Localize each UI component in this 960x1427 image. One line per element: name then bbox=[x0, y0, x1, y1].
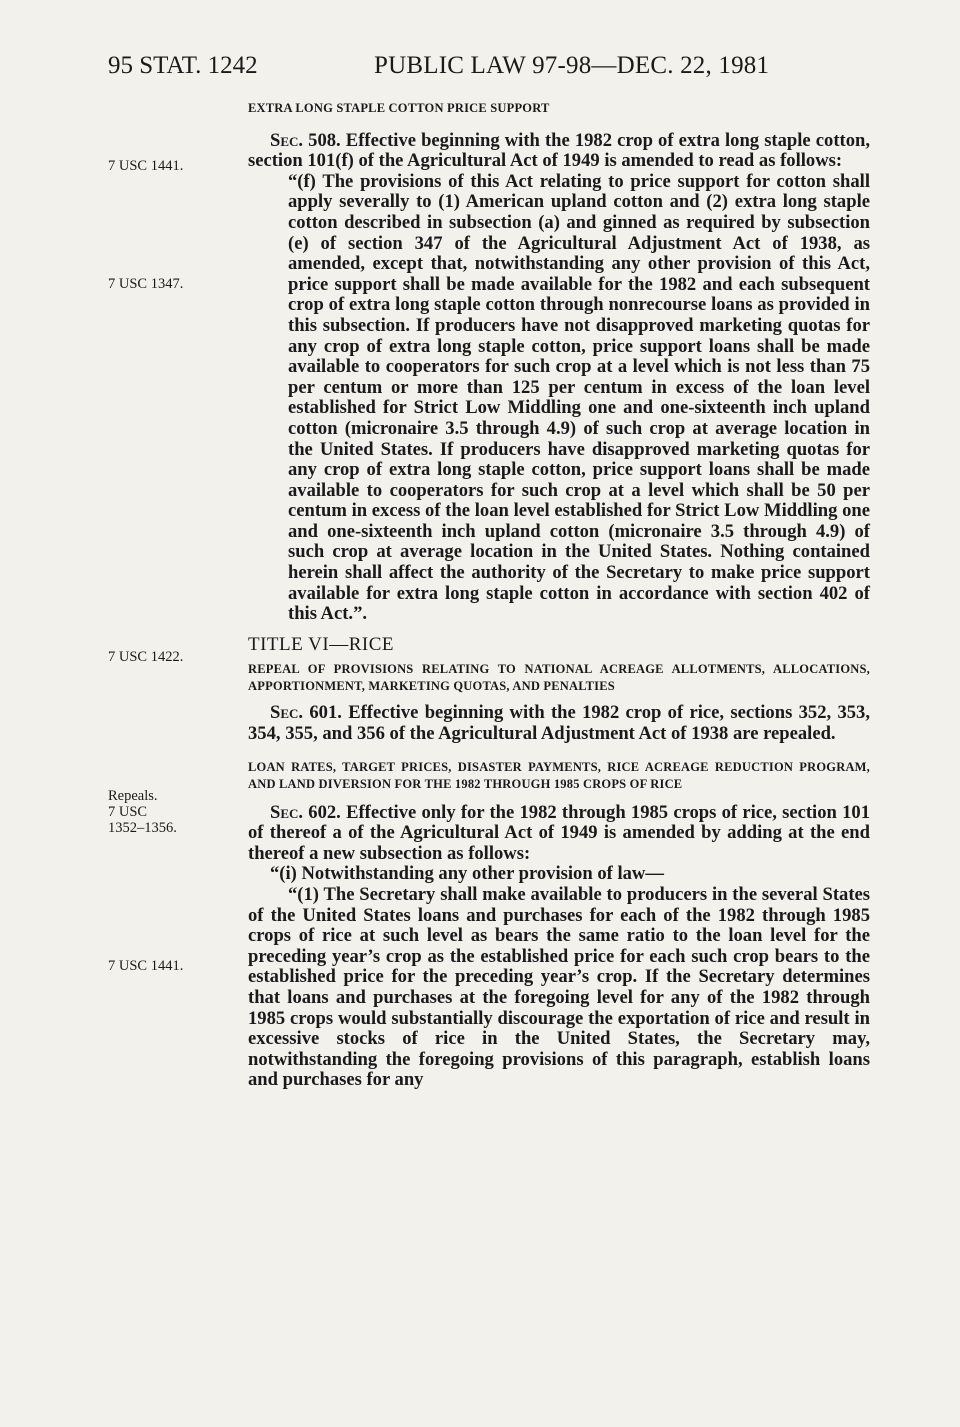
margin-note-repeals-usc: 7 USC bbox=[108, 804, 148, 820]
sec508-caption: EXTRA LONG STAPLE COTTON PRICE SUPPORT bbox=[248, 101, 550, 115]
law-title: PUBLIC LAW 97-98—DEC. 22, 1981 bbox=[374, 52, 770, 79]
margin-note-repeals bbox=[108, 788, 177, 836]
sec602-intro-text: Effective only for the 1982 through 1985 crops of rice, section 101 of thereof a of the Agricultural Act of 1949 is amended by adding at the end thereof a new subsection as follows: bbox=[248, 801, 870, 864]
margin-note-usc-1422: 7 USC 1422. bbox=[108, 649, 184, 665]
title-vi-heading: TITLE VI—RICE bbox=[248, 633, 394, 655]
sec508-label: Sec. 508. bbox=[270, 129, 341, 151]
sec601-caption: REPEAL OF PROVISIONS RELATING TO NATIONAL ACREAGE ALLOTMENTS, ALLOCATIONS, APPORTIONMENT, MARKETING QUOTAS, AND PENALTIES bbox=[248, 662, 870, 694]
sec602-label: Sec. 602. bbox=[270, 801, 341, 823]
sec602-intro bbox=[248, 803, 870, 865]
margin-note-usc-1347: 7 USC 1347. bbox=[108, 276, 184, 292]
sec601-text bbox=[248, 703, 870, 744]
sec601-text-body: Effective beginning with the 1982 crop of rice, sections 352, 353, 354, 355, and 356 of the Agricultural Adjustment Act of 1938 are repealed. bbox=[248, 702, 870, 745]
sec601-label: Sec. 601. bbox=[270, 702, 342, 724]
margin-note-repeals-range: 1352–1356. bbox=[108, 820, 177, 836]
sec508-quote: “(f) The provisions of this Act relating to price support for cotton shall apply severally to (1) American upland cotton and (2) extra long staple cotton described in subsection (a) and ginned as required by subsection (e) of section 347 of the Agricultural Adjustment Act of 1938, as amended, except that, notwithstanding any other provision of this Act, price support shall be made available for the 1982 and each subsequent crop of extra long staple cotton through nonrecourse loans as provided in this subsection. If producers have not disapproved marketing quotas for any crop of extra long staple cotton, price support loans shall be made available to cooperators for such crop at a level which is not less than 75 per centum or more than 125 per centum in excess of the loan level established for Strict Low Middling one and one-sixteenth inch upland cotton (micronaire 3.5 through 4.9) of such crop at average location in the United States. If producers have disapproved marketing quotas for any crop of extra long staple cotton, price support loans shall be made available to cooperators for such crop at a level which shall be 50 per centum in excess of the loan level established for Strict Low Middling one and one-sixteenth inch upland cotton (micronaire 3.5 through 4.9) of such crop at average location in the United States. Nothing contained herein shall affect the authority of the Secretary to make price support available for extra long staple cotton in accordance with section 402 of this Act.”. bbox=[288, 170, 870, 625]
sec508-intro bbox=[248, 131, 870, 172]
statute-body bbox=[248, 98, 870, 1091]
margin-note-repeals-label: Repeals. bbox=[108, 788, 158, 804]
sec602-paragraph-1: “(1) The Secretary shall make available to producers in the several States of the United States loans and purchases for each of the 1982 through 1985 crops of rice at such level as bears the same ratio to the loan level for the preceding year’s crop as the established price for each such crop bears to the established price for the preceding year’s crop. If the Secretary determines that loans and purchases at the foregoing level for any of the 1982 through 1985 crops would substantially discourage the exportation of rice and result in excessive stocks of rice in the United States, the Secretary may, notwithstanding the foregoing provisions of this paragraph, establish loans and purchases for any bbox=[248, 884, 870, 1091]
sec602-caption: LOAN RATES, TARGET PRICES, DISASTER PAYMENTS, RICE ACREAGE REDUCTION PROGRAM, AND LAND DIVERSION FOR THE 1982 THROUGH 1985 CROPS OF RICE bbox=[248, 759, 870, 791]
margin-note-usc-1441: 7 USC 1441. bbox=[108, 158, 184, 174]
sec602-subsection-i: “(i) Notwithstanding any other provision of law— bbox=[270, 863, 664, 885]
page-number: 95 STAT. 1242 bbox=[108, 52, 258, 79]
sec508-intro-text: Effective beginning with the 1982 crop of extra long staple cotton, section 101(f) of the Agricultural Act of 1949 is amended to read as follows: bbox=[248, 129, 870, 172]
margin-note-usc-1441-b: 7 USC 1441. bbox=[108, 958, 184, 974]
